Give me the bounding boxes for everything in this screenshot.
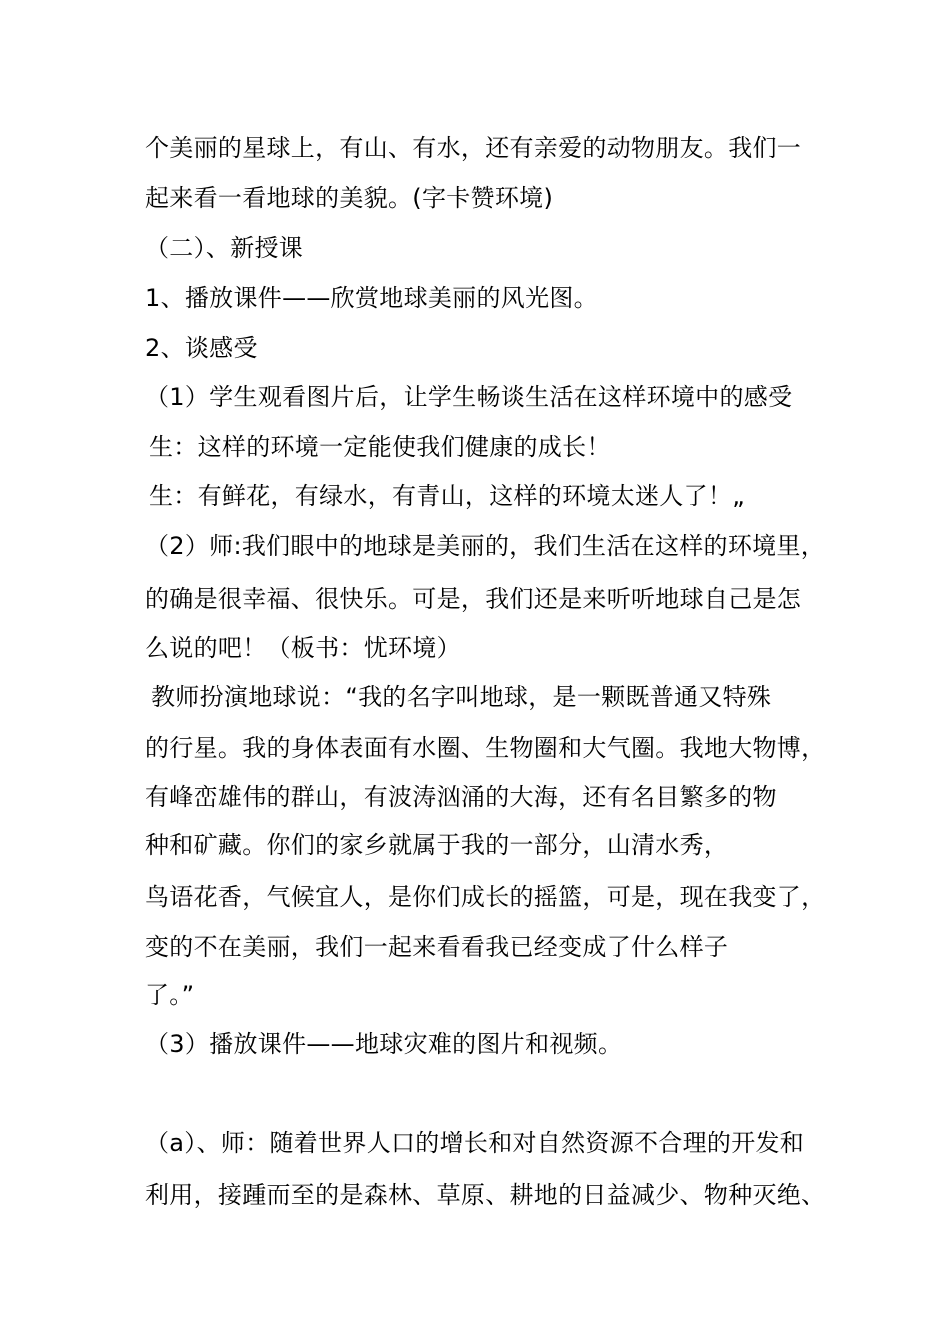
paragraph-line: 起来看一看地球的美貌。(字卡赞环境) <box>145 184 554 212</box>
paragraph-line: 变的不在美丽，我们一起来看看我已经变成了什么样子 <box>145 933 729 961</box>
paragraph-line: 了。” <box>145 981 195 1009</box>
paragraph-line: 种和矿藏。你们的家乡就属于我的一部分，山清水秀， <box>145 831 729 859</box>
paragraph-line: 生：这样的环境一定能使我们健康的成长！ <box>149 433 611 461</box>
paragraph-line: 个美丽的星球上，有山、有水，还有亲爱的动物朋友。我们一 <box>145 134 802 162</box>
paragraph-line: （a）、师：随着世界人口的增长和对自然资源不合理的开发和 <box>145 1129 805 1157</box>
paragraph-line: 利用，接踵而至的是森林、草原、耕地的日益减少、物种灭绝、 <box>145 1181 826 1209</box>
paragraph-line: （3）播放课件——地球灾难的图片和视频。 <box>145 1030 623 1058</box>
paragraph-line: （2）师:我们眼中的地球是美丽的，我们生活在这样的环境里， <box>145 532 826 560</box>
paragraph-line: 教师扮演地球说：“我的名字叫地球，是一颗既普通又特殊 <box>151 683 772 711</box>
paragraph-line: 鸟语花香，气候宜人，是你们成长的摇篮，可是，现在我变了， <box>145 883 826 911</box>
paragraph-line: 么说的吧！（板书：忧环境） <box>145 634 461 662</box>
section-heading: （二）、新授课 <box>145 234 304 262</box>
paragraph-line: 1、播放课件——欣赏地球美丽的风光图。 <box>145 284 598 312</box>
paragraph-line: 有峰峦雄伟的群山，有波涛汹涌的大海，还有名目繁多的物 <box>145 783 777 811</box>
paragraph-line: 的确是很幸福、很快乐。可是，我们还是来听听地球自己是怎 <box>145 585 802 613</box>
paragraph-line: （1）学生观看图片后，让学生畅谈生活在这样环境中的感受 <box>145 383 793 411</box>
paragraph-line: 2、谈感受 <box>145 334 258 362</box>
paragraph-line: 的行星。我的身体表面有水圈、生物圈和大气圈。我地大物博， <box>145 734 826 762</box>
paragraph-line: 生：有鲜花，有绿水，有青山，这样的环境太迷人了！„ <box>149 482 745 510</box>
